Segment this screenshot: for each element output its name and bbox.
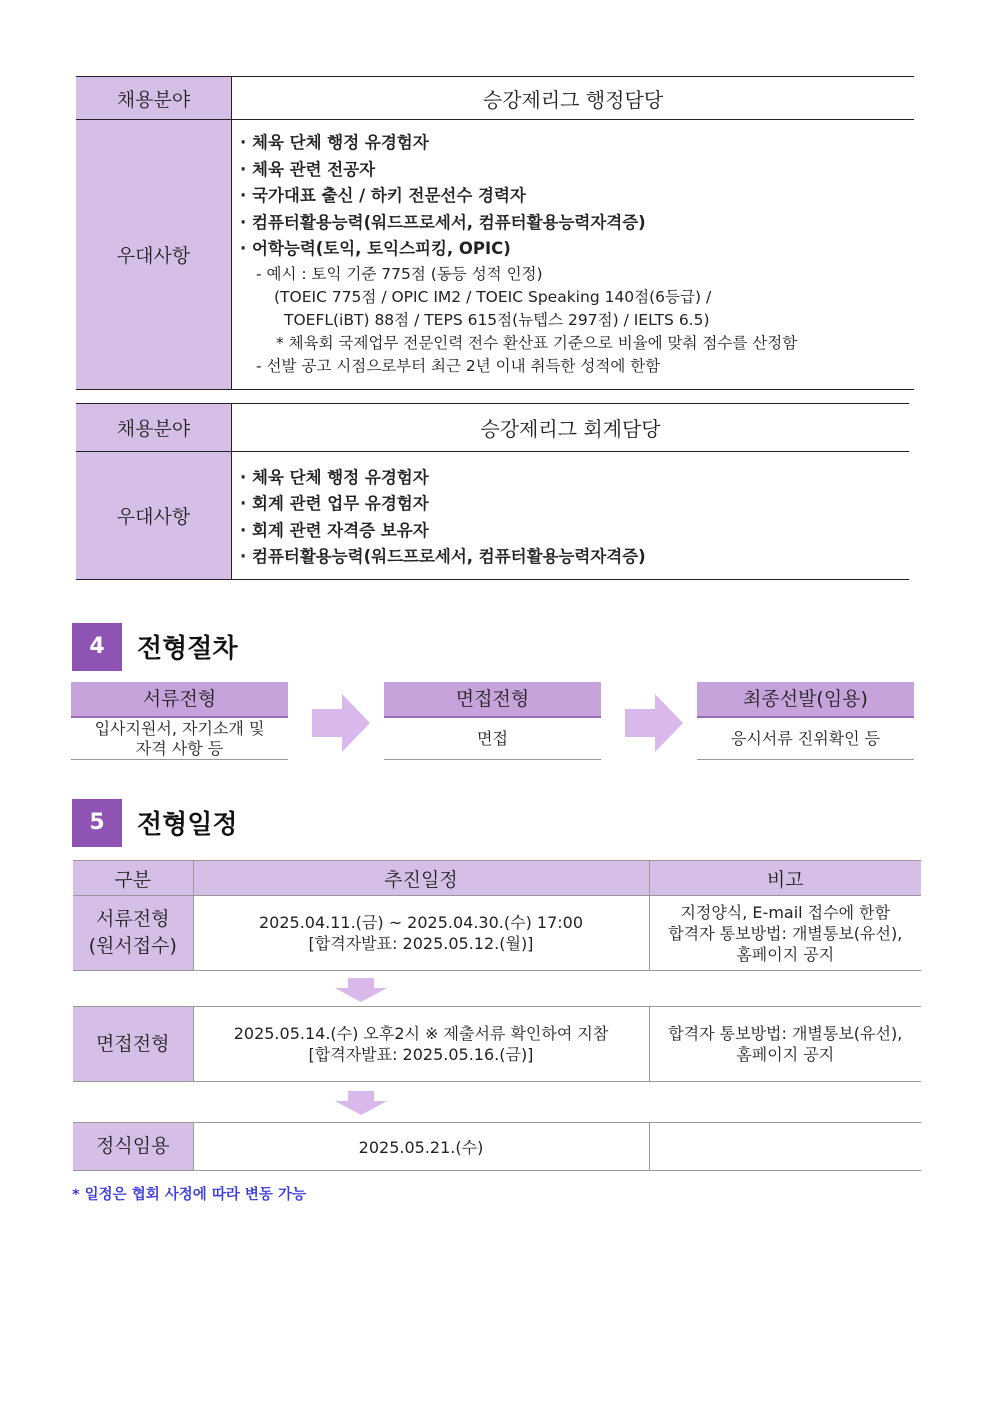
schedule-cell [193,896,649,971]
preference-item: · 컴퓨터활용능력(워드프로세서, 컴퓨터활용능력자격증) [240,547,646,566]
preference-item: · 어학능력(토익, 토익스피킹, OPIC) [240,239,511,258]
section-number: 4 [72,623,122,671]
preference-item: · 회계 관련 업무 유경험자 [240,494,429,513]
remark-line: 합격자 통보방법: 개별통보(유선), [668,923,903,943]
process-step-desc-line: 입사지원서, 자기소개 및 [94,718,265,738]
process-step [697,682,914,760]
language-validity: - 선발 공고 시점으로부터 최근 2년 이내 취득한 성적에 한함 [256,356,661,375]
row-label-line: 서류전형 [96,908,170,930]
field-label: 채용분야 [76,77,232,120]
preference-label: 우대사항 [76,120,232,390]
field-label: 채용분야 [76,404,232,452]
process-step-title: 면접전형 [384,682,601,718]
table-row [73,1007,921,1082]
row-label: 정식임용 [73,1123,193,1171]
arrow-down-icon [335,978,387,1002]
schedule-cell: 2025.05.21.(수) [193,1123,649,1171]
process-step-desc [71,718,288,760]
section-title: 전형일정 [137,810,238,840]
arrow-right-icon [312,694,370,752]
language-scores-1: (TOEIC 775점 / OPIC IM2 / TOEIC Speaking 140점(6등급) / [274,287,712,306]
column-header: 구분 [73,861,193,896]
remark-cell [649,896,921,971]
row-label: 면접전형 [73,1007,193,1082]
section-title: 전형절차 [137,634,238,664]
process-step-title: 서류전형 [71,682,288,718]
arrow-right-icon [625,694,683,752]
schedule-cell [193,1007,649,1082]
flow-arrow-row [73,971,921,1007]
field-value: 승강제리그 회계담당 [232,404,910,452]
language-scores-2: TOEFL(iBT) 88점 / TEPS 615점(뉴텝스 297점) / IELTS 6.5) [284,310,710,329]
process-step-desc: 응시서류 진위확인 등 [697,718,914,760]
process-step [384,682,601,760]
remark-line: 홈페이지 공지 [736,1045,835,1064]
table-row [73,1123,921,1171]
arrow-down-icon [335,1091,387,1115]
field-value: 승강제리그 행정담당 [232,77,915,120]
remark-line: 지정양식, E-mail 접수에 한함 [680,902,891,922]
schedule-footnote: * 일정은 협회 사정에 따라 변동 가능 [72,1187,306,1203]
preference-item: · 체육 단체 행정 유경험자 [240,133,429,152]
preference-item: · 국가대표 출신 / 하키 전문선수 경력자 [240,186,526,205]
process-step-desc: 면접 [384,718,601,760]
announcement-date: [합격자발표: 2025.05.16.(금)] [308,1045,534,1064]
process-step [71,682,288,760]
preference-label: 우대사항 [76,452,232,580]
preference-item: · 체육 단체 행정 유경험자 [240,467,429,487]
preference-item: · 회계 관련 자격증 보유자 [240,520,429,540]
column-header: 비고 [649,861,921,896]
preference-list [232,452,910,580]
preference-item: · 컴퓨터활용능력(워드프로세서, 컴퓨터활용능력자격증) [240,212,646,232]
recruit-table-admin [76,76,914,390]
column-header: 추진일정 [193,861,649,896]
schedule-date: 2025.05.14.(수) 오후2시 ※ 제출서류 확인하여 지참 [233,1024,609,1043]
remark-line: 홈페이지 공지 [736,944,835,964]
language-note: * 체육회 국제업무 전문인력 전수 환산표 기준으로 비율에 맞춰 점수를 산정함 [276,333,798,352]
row-label [73,896,193,971]
preference-list [232,120,915,390]
process-step-title: 최종선발(임용) [697,682,914,718]
language-example: - 예시 : 토익 기준 775점 (동등 성적 인정) [256,264,543,283]
table-row [73,896,921,971]
schedule-table [73,860,921,1171]
remark-cell [649,1123,921,1171]
flow-arrow-row [73,1082,921,1123]
remark-cell [649,1007,921,1082]
recruit-table-accounting [76,403,909,580]
row-label-line: (원서접수) [88,935,177,957]
remark-line: 합격자 통보방법: 개별통보(유선), [668,1024,903,1043]
announcement-date: [합격자발표: 2025.05.12.(월)] [308,934,534,953]
preference-item: · 체육 관련 전공자 [240,159,376,179]
process-step-desc-line: 자격 사항 등 [135,738,224,758]
section-number: 5 [72,799,122,847]
schedule-date: 2025.04.11.(금) ~ 2025.04.30.(수) 17:00 [258,913,584,932]
